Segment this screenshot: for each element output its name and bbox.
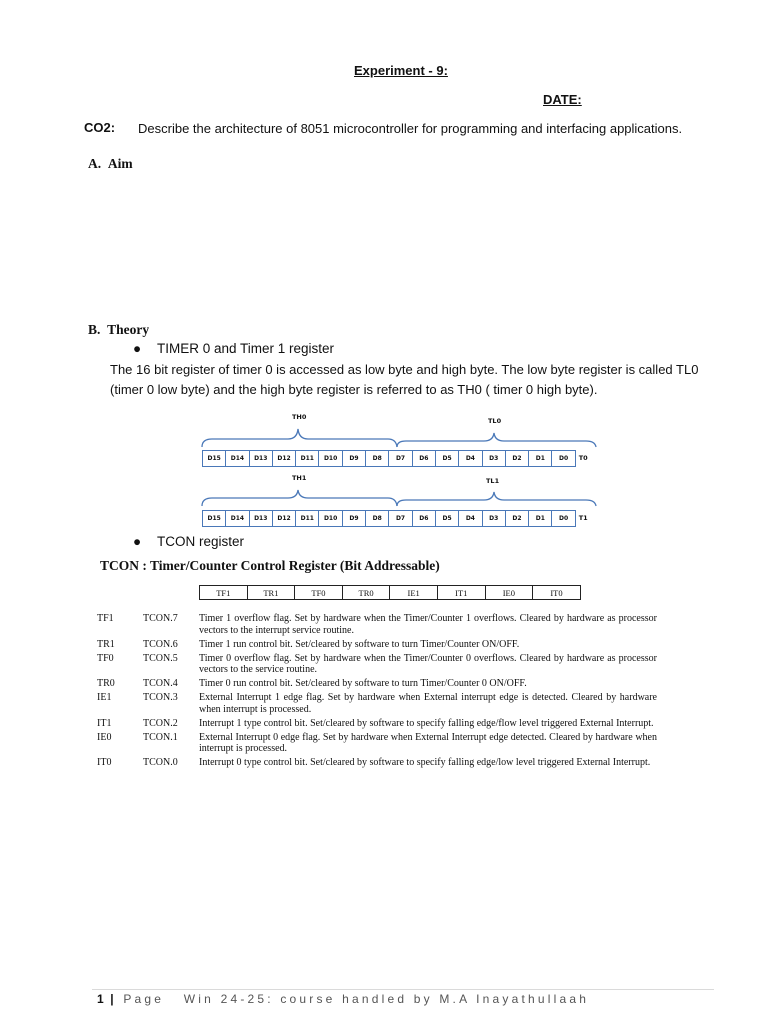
- t1-bit-d14: D14: [225, 510, 249, 527]
- t0-bit-d6: D6: [412, 450, 436, 467]
- tcon-row-bit: TCON.4: [143, 678, 178, 689]
- bullet-timer-registers: [133, 341, 334, 356]
- t1-bit-d15: D15: [202, 510, 226, 527]
- table-row: [97, 757, 657, 771]
- t0-bit-d11: D11: [295, 450, 319, 467]
- tcon-bit-tf1: TF1: [199, 585, 248, 600]
- t1-bit-d12: D12: [272, 510, 296, 527]
- t0-bit-d7: D7: [388, 450, 412, 467]
- t0-bit-d14: D14: [225, 450, 249, 467]
- experiment-title: Experiment - 9:: [354, 63, 448, 78]
- timer1-brace-icon: [200, 484, 600, 508]
- tcon-row-name: TF1: [97, 613, 114, 624]
- tcon-bit-ie0: IE0: [485, 585, 534, 600]
- tcon-row-bit: TCON.6: [143, 638, 178, 650]
- theory-paragraph: The 16 bit register of timer 0 is accessed as low byte and high byte. The low byte register is called TL0 (timer 0 low byte) and the high byte register is referred to as TH0 ( timer 0 high byte).: [110, 362, 699, 397]
- table-row: [97, 639, 657, 653]
- footer-page-word: Page: [123, 992, 165, 1006]
- t0-bit-d12: D12: [272, 450, 296, 467]
- tcon-row-bit: TCON.1: [143, 731, 178, 743]
- table-row: [97, 732, 657, 758]
- t1-bit-d5: D5: [435, 510, 459, 527]
- table-row: [97, 692, 657, 718]
- tcon-row-name: TR1: [97, 638, 115, 650]
- tcon-row-desc: Timer 0 run control bit. Set/cleared by software to turn Timer/Counter 0 ON/OFF.: [199, 678, 527, 689]
- bullet-dot-icon: ●: [133, 341, 142, 356]
- t0-bit-d13: D13: [249, 450, 273, 467]
- section-b-title: Theory: [107, 322, 150, 337]
- th1-label: TH1: [292, 474, 307, 482]
- tcon-bit-it1: IT1: [437, 585, 486, 600]
- tcon-row-desc: Interrupt 0 type control bit. Set/cleared by software to specify falling edge/low level triggered External Interrupt.: [199, 757, 651, 768]
- tcon-bit-tr0: TR0: [342, 585, 391, 600]
- footer-page-number: 1: [97, 992, 104, 1006]
- tcon-row-desc: Timer 1 run control bit. Set/cleared by software to turn Timer/Counter ON/OFF.: [199, 638, 520, 650]
- section-a-heading: [88, 156, 133, 172]
- section-b-marker: B.: [88, 322, 101, 337]
- t1-bit-d11: D11: [295, 510, 319, 527]
- section-a-marker: A.: [88, 156, 102, 171]
- t0-bit-d5: D5: [435, 450, 459, 467]
- t1-bit-d6: D6: [412, 510, 436, 527]
- footer-separator: |: [110, 992, 117, 1006]
- tcon-description-table: [97, 613, 657, 771]
- tcon-row-desc: External Interrupt 1 edge flag. Set by hardware when External interrupt edge is detected. Cleared by hardware when interrupt is processed.: [199, 692, 657, 715]
- tcon-row-name: IE0: [97, 731, 112, 743]
- t1-bit-d1: D1: [528, 510, 552, 527]
- tcon-row-name: IT0: [97, 757, 112, 768]
- t1-suffix-label: T1: [578, 514, 588, 522]
- timer0-brace-icon: [200, 425, 600, 449]
- t1-bit-d7: D7: [388, 510, 412, 527]
- table-row: [97, 678, 657, 692]
- tcon-row-desc: Timer 0 overflow flag. Set by hardware when the Timer/Counter 0 overflows. Cleared by hardware as processor vectors to the service routine.: [199, 652, 657, 675]
- tcon-row-bit: TCON.7: [143, 613, 178, 624]
- t0-bit-d4: D4: [458, 450, 482, 467]
- t1-bit-d2: D2: [505, 510, 529, 527]
- bullet-tcon-text: TCON register: [157, 534, 245, 549]
- t1-bit-d8: D8: [365, 510, 389, 527]
- table-row: [97, 613, 657, 639]
- t0-bit-d1: D1: [528, 450, 552, 467]
- section-b-heading: [88, 322, 149, 338]
- tcon-title: TCON : Timer/Counter Control Register (Bit Addressable): [100, 558, 440, 573]
- tcon-bit-ie1: IE1: [389, 585, 438, 600]
- footer-divider: [92, 989, 714, 990]
- tcon-row-name: IT1: [97, 717, 112, 729]
- th0-label: TH0: [292, 413, 307, 421]
- t1-bit-d13: D13: [249, 510, 273, 527]
- t0-bit-d10: D10: [318, 450, 342, 467]
- t0-bit-d3: D3: [482, 450, 506, 467]
- tcon-row-name: IE1: [97, 692, 112, 703]
- t1-bit-d9: D9: [342, 510, 366, 527]
- t0-bit-d9: D9: [342, 450, 366, 467]
- t1-bit-d4: D4: [458, 510, 482, 527]
- bullet-timer-text: TIMER 0 and Timer 1 register: [157, 341, 335, 356]
- t1-bit-d3: D3: [482, 510, 506, 527]
- timer0-bit-row: [202, 450, 588, 467]
- tcon-row-bit: TCON.0: [143, 757, 178, 768]
- course-outcome-text: Describe the architecture of 8051 microcontroller for programming and interfacing applications.: [138, 121, 683, 136]
- tcon-bit-it0: IT0: [532, 585, 581, 600]
- t1-bit-d10: D10: [318, 510, 342, 527]
- tl0-label: TL0: [488, 417, 502, 425]
- table-row: [97, 653, 657, 679]
- t0-bit-d15: D15: [202, 450, 226, 467]
- t0-bit-d0: D0: [551, 450, 575, 467]
- tl1-label: TL1: [486, 477, 500, 485]
- tcon-row-desc: Interrupt 1 type control bit. Set/cleared by software to specify falling edge/flow level triggered External Interrupt.: [199, 717, 654, 729]
- timer1-register-diagram: [200, 472, 620, 532]
- footer-course-text: Win 24-25: course handled by M.A Inayathullaah: [183, 992, 590, 1006]
- tcon-row-desc: External Interrupt 0 edge flag. Set by hardware when External Interrupt edge detected. Cleared by hardware when interrupt is processed.: [199, 731, 657, 754]
- table-row: [97, 718, 657, 732]
- section-a-title: Aim: [107, 156, 133, 171]
- timer0-register-diagram: [200, 413, 620, 473]
- course-outcome-code: CO2:: [84, 120, 116, 135]
- tcon-bit-tf0: TF0: [294, 585, 343, 600]
- tcon-bit-row: [199, 585, 580, 600]
- tcon-row-bit: TCON.2: [143, 717, 178, 729]
- tcon-row-name: TF0: [97, 652, 114, 664]
- timer1-bit-row: [202, 510, 588, 527]
- tcon-row-bit: TCON.3: [143, 692, 178, 703]
- tcon-row-desc: Timer 1 overflow flag. Set by hardware when the Timer/Counter 1 overflows. Cleared by hardware as processor vectors to the interrupt service routine.: [199, 613, 657, 636]
- tcon-row-bit: TCON.5: [143, 652, 178, 664]
- t0-bit-d8: D8: [365, 450, 389, 467]
- date-label: DATE:: [543, 92, 582, 107]
- tcon-bit-tr1: TR1: [247, 585, 296, 600]
- bullet-tcon-register: [133, 534, 244, 549]
- bullet-dot-icon: ●: [133, 534, 142, 549]
- t0-suffix-label: T0: [578, 454, 588, 462]
- t1-bit-d0: D0: [551, 510, 575, 527]
- tcon-row-name: TR0: [97, 678, 115, 689]
- page-footer: [97, 992, 589, 1006]
- t0-bit-d2: D2: [505, 450, 529, 467]
